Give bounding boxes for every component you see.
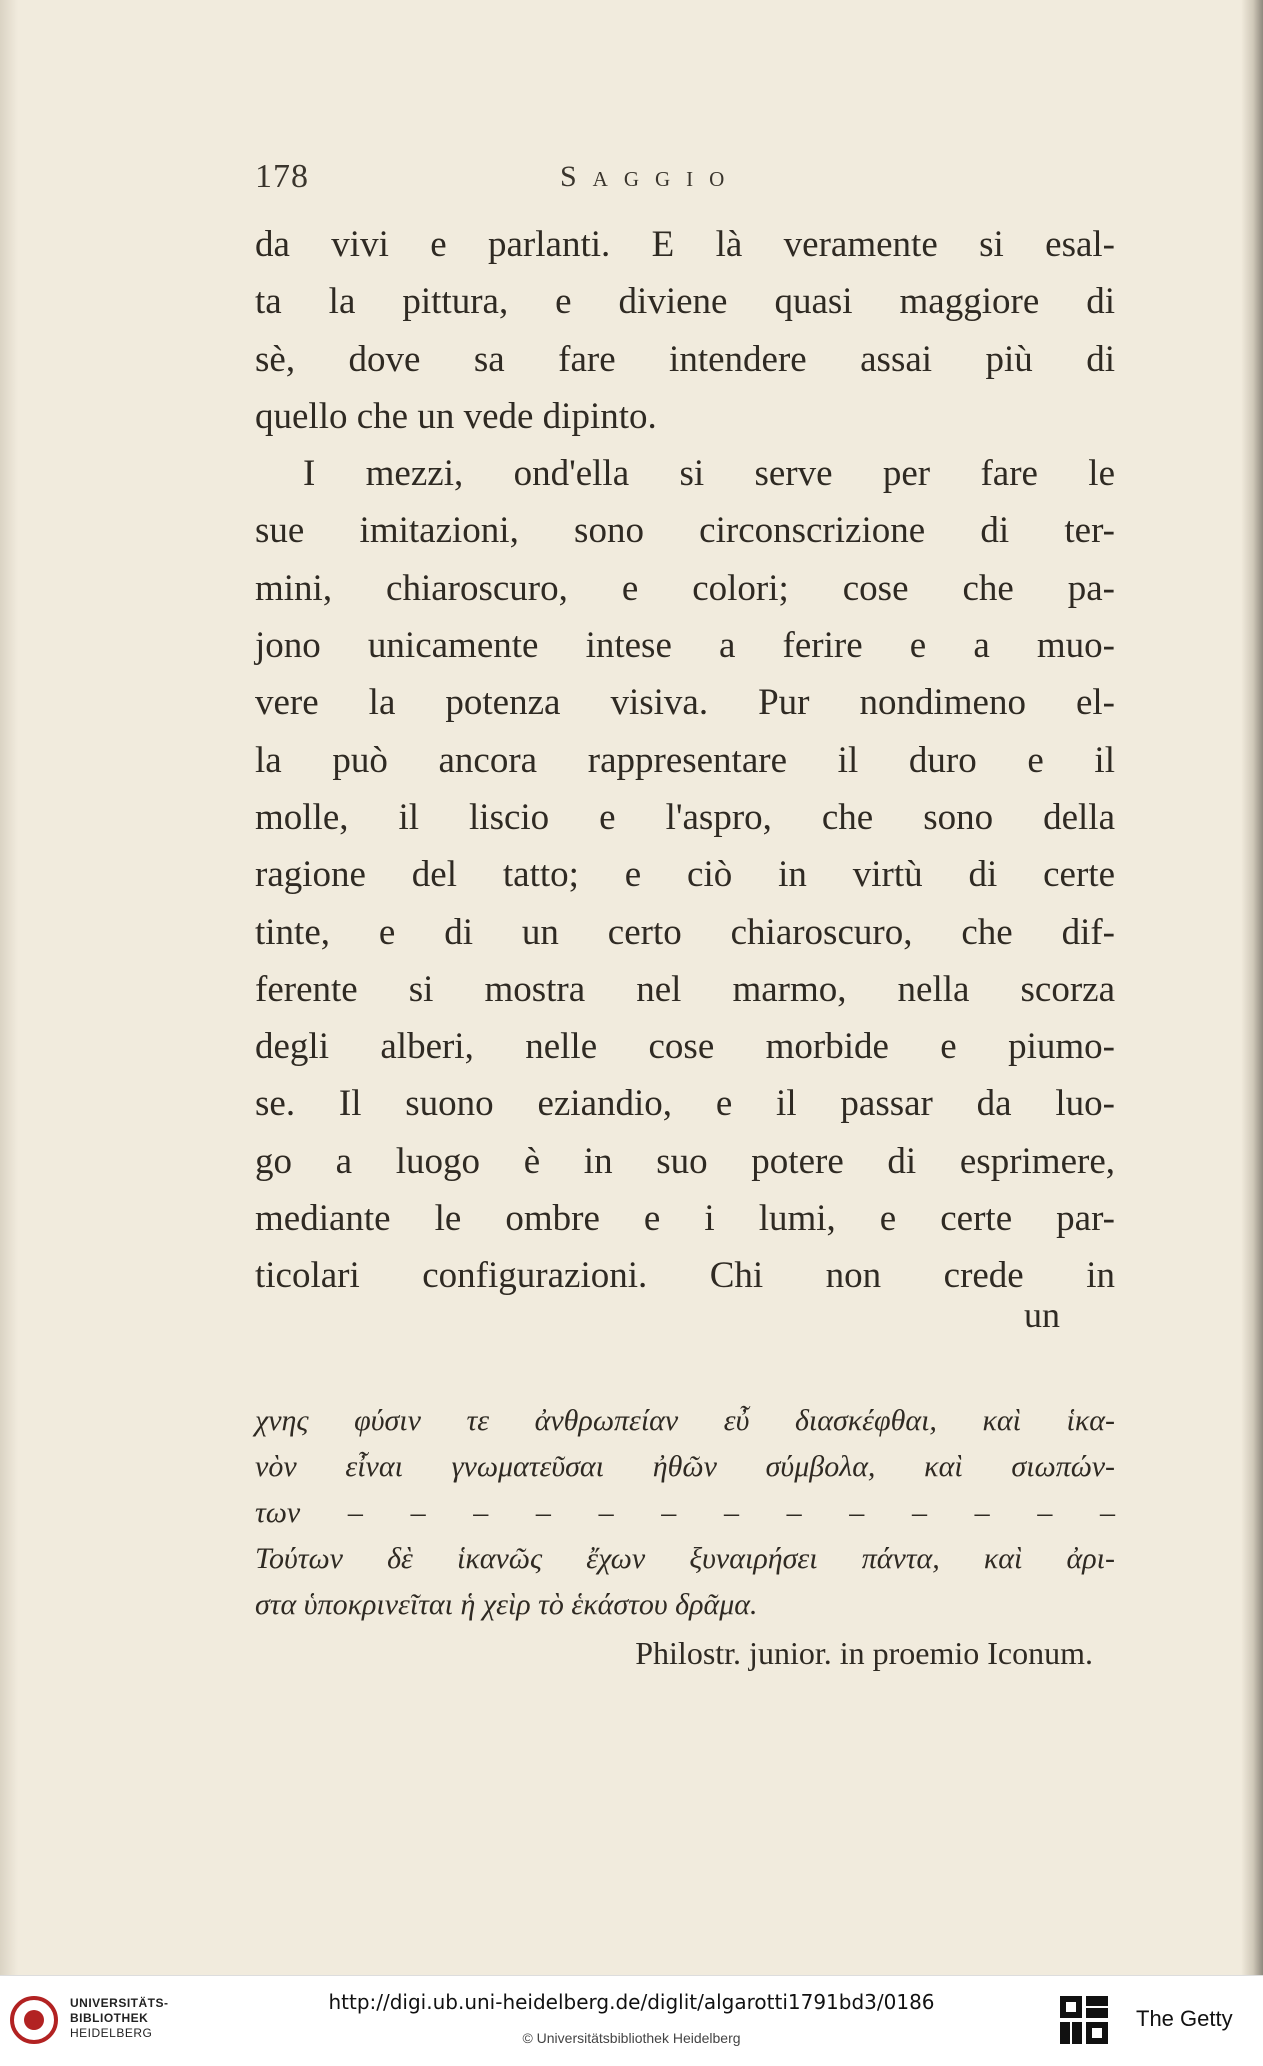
text-line: quello che un vede dipinto.: [255, 395, 657, 437]
text-line: da vivi e parlanti. E là veramente si esal-: [255, 224, 1115, 265]
text-line: ragione del tatto; e ciò in virtù di certe: [255, 854, 1115, 896]
text-line: degli alberi, nelle cose morbide e piumo-: [255, 1026, 1115, 1068]
footnote-line: στα ὑποκρινεῖται ἡ χεὶρ τὸ ἑκάστου δρᾶμα.: [255, 1588, 758, 1621]
library-name-line: BIBLIOTHEK: [70, 2011, 149, 2025]
text-line: ta la pittura, e diviene quasi maggiore di: [255, 281, 1115, 323]
text-line: tinte, e di un certo chiaroscuro, che dif-: [255, 911, 1115, 953]
footnote-line: νὸν εἶναι γνωματεῦσαι ἠθῶν σύμβολα, καὶ σιωπών-: [255, 1450, 1115, 1483]
running-title: Saggio: [560, 160, 741, 193]
footnote-line: Τούτων δὲ ἱκανῶς ἔχων ξυναιρήσει πάντα, καὶ ἀρι-: [255, 1542, 1115, 1575]
running-head: [255, 158, 1115, 202]
catchword: un: [1024, 1295, 1060, 1335]
text-line: ferente si mostra nel marmo, nella scorza: [255, 968, 1115, 1010]
text-line: molle, il liscio e l'aspro, che sono della: [255, 796, 1115, 838]
text-line: la può ancora rappresentare il duro e il: [255, 739, 1115, 781]
text-line: go a luogo è in suo potere di esprimere,: [255, 1140, 1115, 1182]
footnote: [255, 1398, 1115, 1678]
copyright-notice: © Universitätsbibliothek Heidelberg: [522, 2030, 741, 2046]
text-line: sè, dove sa fare intendere assai più di: [255, 338, 1115, 380]
getty-logo-icon: [1058, 1994, 1110, 2046]
library-name-line: UNIVERSITÄTS-: [70, 1996, 169, 2010]
viewer-footer: [0, 1975, 1263, 2066]
text-line: I mezzi, ond'ella si serve per fare le: [303, 453, 1115, 495]
page-gutter-shadow: [0, 0, 18, 1975]
page-edge-shadow: [1241, 0, 1263, 1975]
main-text: [255, 216, 1115, 1305]
page-number: 178: [255, 158, 309, 195]
footnote-line: των – – – – – – – – – – – – –: [255, 1496, 1115, 1529]
text-line: vere la potenza visiva. Pur nondimeno el-: [255, 682, 1115, 724]
text-line: se. Il suono eziandio, e il passar da luo-: [255, 1083, 1115, 1125]
library-name-line: HEIDELBERG: [70, 2026, 153, 2040]
footnote-attribution: Philostr. junior. in proemio Iconum.: [635, 1635, 1093, 1671]
footnote-line: χνης φύσιν τε ἀνθρωπείαν εὖ διασκέφθαι, καὶ ἱκα-: [255, 1404, 1115, 1437]
text-line: mini, chiaroscuro, e colori; cose che pa-: [255, 567, 1115, 609]
permalink[interactable]: http://digi.ub.uni-heidelberg.de/diglit/algarotti1791bd3/0186: [328, 1990, 935, 2014]
partner-name: The Getty: [1136, 2006, 1233, 2031]
text-line: ticolari configurazioni. Chi non crede in: [255, 1255, 1115, 1297]
text-line: jono unicamente intese a ferire e a muo-: [255, 625, 1115, 667]
text-line: mediante le ombre e i lumi, e certe par-: [255, 1198, 1115, 1240]
text-line: sue imitazioni, sono circonscrizione di ter-: [255, 510, 1115, 552]
